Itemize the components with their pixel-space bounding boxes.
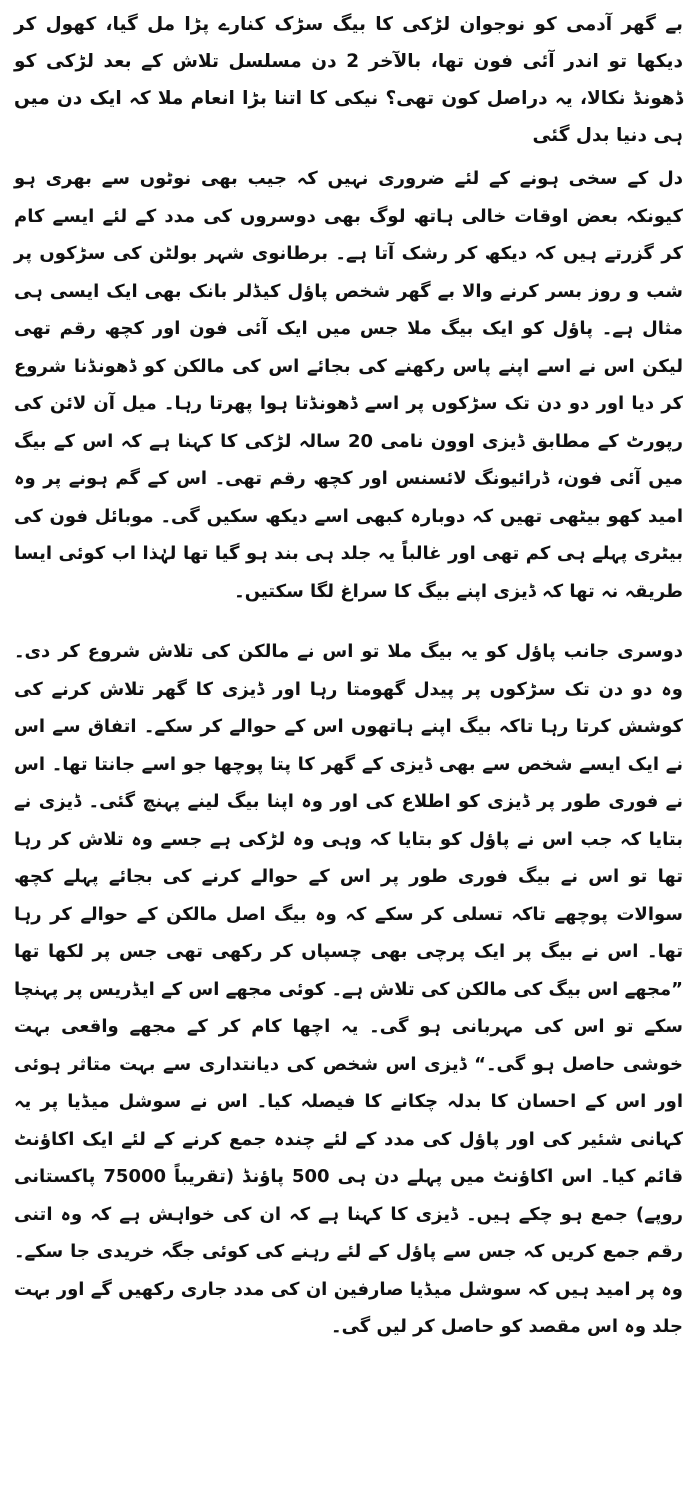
article-paragraph-2: دوسری جانب پاؤل کو یہ بیگ ملا تو اس نے مالکن کی تلاش شروع کر دی۔ وہ دو دن تک سڑکوں پر پیدل گھومتا رہا اور ڈیزی کا گھر تلاش کرنے کی کوشش کرتا رہا تاکہ بیگ اپنے ہاتھوں اس کے حوالے کر سکے۔ اتفاق سے اس نے ایک ایسے شخص سے بھی ڈیزی کے گھر کا پتا پوچھا جو اسے جانتا تھا۔ اس نے فوری طور پر ڈیزی کو اطلاع کی اور وہ اپنا بیگ لینے پہنچ گئی۔ ڈیزی نے بتایا کہ جب اس نے پاؤل کو بتایا کہ وہی وہ لڑکی ہے جسے وہ تلاش کر رہا تھا تو اس نے بیگ فوری طور پر اس کے حوالے کرنے کی بجائے پہلے کچھ سوالات پوچھے تاکہ تسلی کر سکے کہ وہ بیگ اصل مالکن کے حوالے کر رہا تھا۔ اس نے بیگ پر ایک پرچی بھی چسپاں کر رکھی تھی جس پر لکھا تھا ”مجھے اس بیگ کی مالکن کی تلاش ہے۔ کوئی مجھے اس کے ایڈریس پر پہنچا سکے تو اس کی مہربانی ہو گی۔ یہ اچھا کام کر کے مجھے واقعی بہت خوشی حاصل ہو گی۔“ ڈیزی اس شخص کی دیانتداری سے بہت متاثر ہوئی اور اس کے احسان کا بدلہ چکانے کا فیصلہ کیا۔ اس نے سوشل میڈیا پر یہ کہانی شئیر کی اور پاؤل کی مدد کے لئے چندہ جمع کرنے کے لئے ایک اکاؤنٹ قائم کیا۔ اس اکاؤنٹ میں پہلے دن ہی 500 پاؤنڈ (تقریباً 75000 پاکستانی روپے) جمع ہو چکے ہیں۔ ڈیزی کا کہنا ہے کہ ان کی خواہش ہے کہ وہ اتنی رقم جمع کریں کہ جس سے پاؤل کے لئے رہنے کی کوئی جگہ خریدی جا سکے۔ وہ پر امید ہیں کہ سوشل میڈیا صارفین ان کی مدد جاری رکھیں گے اور بہت جلد وہ اس مقصد کو حاصل کر لیں گی۔ <box>14 641 683 1337</box>
article-paragraph-1: دل کے سخی ہونے کے لئے ضروری نہیں کہ جیب بھی نوٹوں سے بھری ہو کیونکہ بعض اوقات خالی ہاتھ لوگ بھی دوسروں کی مدد کے لئے ایسے کام کر گزرتے ہیں کہ دیکھ کر رشک آتا ہے۔ برطانوی شہر بولٹن کی سڑکوں پر شب و روز بسر کرنے والا بے گھر شخص پاؤل کیڈلر بانک بھی ایک ایسی ہی مثال ہے۔ پاؤل کو ایک بیگ ملا جس میں ایک آئی فون اور کچھ رقم تھی لیکن اس نے اسے اپنے پاس رکھنے کی بجائے اس کی مالکن کو ڈھونڈنا شروع کر دیا اور دو دن تک سڑکوں پر اسے ڈھونڈتا ہوا پھرتا رہا۔ میل آن لائن کی رپورٹ کے مطابق ڈیزی اوون نامی 20 سالہ لڑکی کا کہنا ہے کہ اس کے بیگ میں آئی فون، ڈرائیونگ لائسنس اور کچھ رقم تھی۔ اس کے گم ہونے پر وہ امید کھو بیٹھی تھیں کہ دوبارہ کبھی اسے دیکھ سکیں گی۔ موبائل فون کی بیٹری پہلے ہی کم تھی اور غالباً یہ جلد ہی بند ہو گیا تھا لہٰذا اب کوئی ایسا طریقہ نہ تھا کہ ڈیزی اپنے بیگ کا سراغ لگا سکتیں۔ <box>14 168 683 602</box>
article-headline: بے گھر آدمی کو نوجوان لڑکی کا بیگ سڑک کنارے پڑا مل گیا، کھول کر دیکھا تو اندر آئی فون تھا، بالآخر 2 دن مسلسل تلاش کے بعد لڑکی کو ڈھونڈ نکالا، یہ دراصل کون تھی؟ نیکی کا اتنا بڑا انعام ملا کہ ایک دن میں ہی دنیا بدل گئی <box>14 14 683 146</box>
